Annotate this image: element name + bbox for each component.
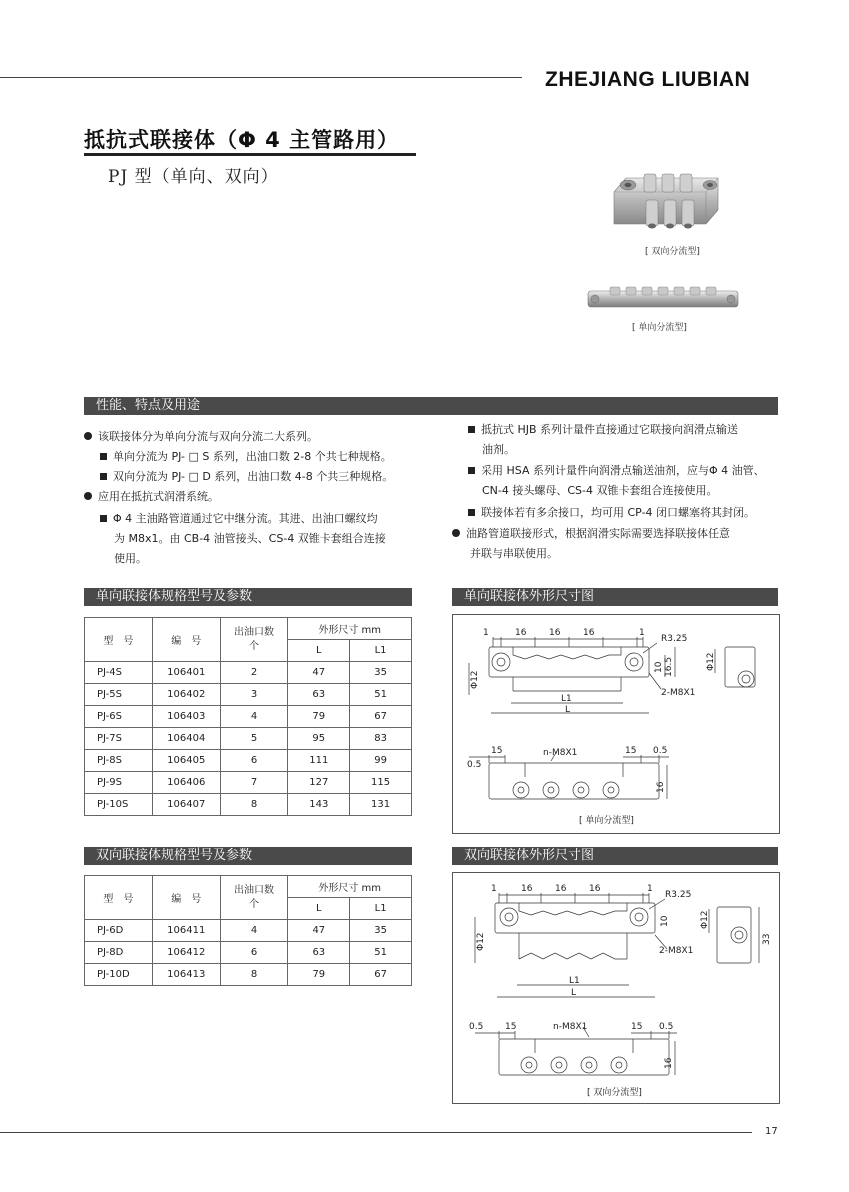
cell-code: 106402 — [152, 684, 220, 706]
cell-L: 47 — [288, 920, 350, 942]
feature-right-5: 联接体若有多余接口，均可用 CP-4 闭口螺塞将其封闭。 — [468, 503, 755, 523]
cell-outlets: 4 — [220, 920, 288, 942]
cell-outlets: 6 — [220, 942, 288, 964]
header-rule — [0, 77, 522, 78]
table-row — [85, 920, 412, 942]
dim-16: 16 — [583, 628, 595, 638]
bullet-dot-icon — [84, 432, 92, 440]
double-drawing-heading: 双向联接体外形尺寸图 — [452, 847, 778, 865]
dim-radius: R3.25 — [661, 634, 688, 644]
cell-model: PJ-4S — [85, 662, 153, 684]
dim-33: 33 — [762, 933, 772, 945]
col-L1-header: L1 — [350, 640, 412, 662]
single-table-heading: 单向联接体规格型号及参数 — [84, 588, 412, 606]
cell-L1: 35 — [350, 920, 412, 942]
col-outlets-header: 出油口数 个 — [220, 876, 288, 920]
dim-phi: Φ12 — [700, 910, 710, 929]
cell-outlets: 5 — [220, 728, 288, 750]
dim-phi: Φ12 — [476, 932, 486, 951]
dim-1: 1 — [647, 884, 653, 894]
unidirectional-photo-caption: [ 单向分流型] — [632, 323, 687, 333]
page-number: 17 — [765, 1126, 778, 1137]
cell-code: 106405 — [152, 750, 220, 772]
cell-L: 47 — [288, 662, 350, 684]
features-heading: 性能、特点及用途 — [84, 397, 778, 415]
bidirectional-block-photo-icon — [606, 170, 726, 242]
dim-nthread: n-M8X1 — [553, 1022, 588, 1032]
feature-right-1: 抵抗式 HJB 系列计量件直接通过它联接向润滑点输送 — [468, 420, 738, 440]
table-row — [85, 794, 412, 816]
table-row — [85, 964, 412, 986]
feature-left-1: 该联接体分为单向分流与双向分流二大系列。 — [84, 427, 318, 447]
bullet-square-icon — [100, 515, 107, 522]
drawing-caption: [ 单向分流型] — [579, 816, 634, 826]
feature-right-3: 采用 HSA 系列计量件向润滑点输送油剂，应与Φ 4 油管、 — [468, 461, 765, 481]
cell-model: PJ-8D — [85, 942, 153, 964]
cell-code: 106407 — [152, 794, 220, 816]
table-row — [85, 942, 412, 964]
bullet-dot-icon — [84, 492, 92, 500]
cell-L: 127 — [288, 772, 350, 794]
cell-L1: 131 — [350, 794, 412, 816]
feature-left-3: 双向分流为 PJ- □ D 系列，出油口数 4-8 个共三种规格。 — [100, 467, 393, 487]
cell-L1: 83 — [350, 728, 412, 750]
table-row — [85, 750, 412, 772]
single-drawing — [453, 615, 779, 833]
dim-radius: R3.25 — [665, 890, 692, 900]
cell-model: PJ-5S — [85, 684, 153, 706]
feature-right-4: CN-4 接头螺母、CS-4 双锥卡套组合连接使用。 — [482, 484, 718, 497]
unidirectional-bar-photo-icon — [586, 283, 740, 313]
cell-model: PJ-9S — [85, 772, 153, 794]
dim-nthread: n-M8X1 — [543, 748, 578, 758]
table-row — [85, 684, 412, 706]
dim-16: 16 — [555, 884, 567, 894]
cell-outlets: 8 — [220, 794, 288, 816]
dim-16: 16 — [515, 628, 527, 638]
cell-L: 63 — [288, 942, 350, 964]
page-title: 抵抗式联接体（Φ 4 主管路用） — [84, 128, 400, 152]
brand-name: ZHEJIANG LIUBIAN — [545, 68, 751, 91]
dim-15: 15 — [491, 746, 503, 756]
feature-right-2: 油剂。 — [482, 443, 515, 456]
single-spec-table — [84, 617, 412, 816]
dim-10: 10 — [654, 661, 664, 673]
cell-code: 106412 — [152, 942, 220, 964]
cell-code: 106401 — [152, 662, 220, 684]
cell-L1: 51 — [350, 684, 412, 706]
bullet-square-icon — [468, 467, 475, 474]
cell-code: 106404 — [152, 728, 220, 750]
col-dim-header: 外形尺寸 mm — [288, 876, 412, 898]
dim-phi: Φ12 — [470, 670, 480, 689]
cell-model: PJ-7S — [85, 728, 153, 750]
dim-0.5: 0.5 — [653, 746, 668, 756]
bullet-square-icon — [100, 473, 107, 480]
cell-model: PJ-10D — [85, 964, 153, 986]
dim-0.5: 0.5 — [659, 1022, 674, 1032]
dim-10: 10 — [660, 915, 670, 927]
col-L-header: L — [288, 640, 350, 662]
col-code-header: 编 号 — [152, 618, 220, 662]
single-drawing-heading: 单向联接体外形尺寸图 — [452, 588, 778, 606]
cell-model: PJ-8S — [85, 750, 153, 772]
dim-L1: L1 — [569, 976, 580, 986]
dim-15: 15 — [631, 1022, 643, 1032]
cell-L: 111 — [288, 750, 350, 772]
page-subtitle: PJ 型（单向、双向） — [108, 167, 279, 187]
cell-outlets: 4 — [220, 706, 288, 728]
table-row — [85, 728, 412, 750]
col-code-header: 编 号 — [152, 876, 220, 920]
cell-L1: 35 — [350, 662, 412, 684]
dim-L: L — [571, 988, 577, 998]
cell-L: 63 — [288, 684, 350, 706]
cell-L: 79 — [288, 706, 350, 728]
feature-left-6: 为 M8x1。由 CB-4 油管接头、CS-4 双锥卡套组合连接 — [114, 532, 386, 545]
bullet-square-icon — [468, 509, 475, 516]
dim-0.5: 0.5 — [469, 1022, 484, 1032]
drawing-caption: [ 双向分流型] — [587, 1088, 642, 1098]
dim-1: 1 — [639, 628, 645, 638]
cell-L1: 115 — [350, 772, 412, 794]
cell-outlets: 2 — [220, 662, 288, 684]
dim-16: 16 — [656, 781, 666, 793]
dim-thread: 2-M8X1 — [659, 946, 694, 956]
dim-16: 16 — [549, 628, 561, 638]
double-spec-table — [84, 875, 412, 986]
feature-right-6: 油路管道联接形式，根据润滑实际需要选择联接体任意 — [452, 524, 730, 544]
feature-left-7: 使用。 — [114, 552, 147, 565]
cell-L1: 67 — [350, 964, 412, 986]
col-L1-header: L1 — [350, 898, 412, 920]
dim-phi: Φ12 — [706, 652, 716, 671]
bullet-square-icon — [100, 453, 107, 460]
table-row — [85, 706, 412, 728]
dim-thread: 2-M8X1 — [661, 688, 696, 698]
bidirectional-photo-caption: [ 双向分流型] — [645, 247, 700, 257]
dim-16: 16 — [589, 884, 601, 894]
bullet-dot-icon — [452, 529, 460, 537]
cell-code: 106406 — [152, 772, 220, 794]
cell-code: 106403 — [152, 706, 220, 728]
table-row — [85, 772, 412, 794]
cell-L: 143 — [288, 794, 350, 816]
cell-L: 79 — [288, 964, 350, 986]
single-drawing-box — [452, 614, 780, 834]
cell-L1: 51 — [350, 942, 412, 964]
cell-L: 95 — [288, 728, 350, 750]
cell-code: 106413 — [152, 964, 220, 986]
dim-L: L — [565, 705, 571, 715]
cell-model: PJ-6S — [85, 706, 153, 728]
dim-16.5: 16.5 — [664, 656, 674, 677]
col-outlets-header: 出油口数 个 — [220, 618, 288, 662]
dim-1: 1 — [483, 628, 489, 638]
dim-16: 16 — [664, 1057, 674, 1069]
dim-15: 15 — [625, 746, 637, 756]
bullet-square-icon — [468, 426, 475, 433]
double-drawing — [453, 873, 779, 1103]
double-table-heading: 双向联接体规格型号及参数 — [84, 847, 412, 865]
feature-left-4: 应用在抵抗式润滑系统。 — [84, 487, 219, 507]
footer-rule — [0, 1132, 752, 1133]
cell-outlets: 3 — [220, 684, 288, 706]
dim-1: 1 — [491, 884, 497, 894]
col-model-header: 型 号 — [85, 618, 153, 662]
col-dim-header: 外形尺寸 mm — [288, 618, 412, 640]
feature-left-5: Φ 4 主油路管道通过它中继分流。其进、出油口螺纹均 — [100, 509, 378, 529]
col-model-header: 型 号 — [85, 876, 153, 920]
dim-15: 15 — [505, 1022, 517, 1032]
dim-0.5: 0.5 — [467, 760, 482, 770]
cell-outlets: 7 — [220, 772, 288, 794]
dim-L1: L1 — [561, 694, 572, 704]
cell-L1: 99 — [350, 750, 412, 772]
feature-left-2: 单向分流为 PJ- □ S 系列，出油口数 2-8 个共七种规格。 — [100, 447, 392, 467]
cell-model: PJ-6D — [85, 920, 153, 942]
dim-16: 16 — [521, 884, 533, 894]
cell-outlets: 8 — [220, 964, 288, 986]
cell-outlets: 6 — [220, 750, 288, 772]
double-drawing-box — [452, 872, 780, 1104]
cell-L1: 67 — [350, 706, 412, 728]
cell-model: PJ-10S — [85, 794, 153, 816]
feature-right-7: 并联与串联使用。 — [470, 547, 558, 560]
table-row — [85, 662, 412, 684]
title-underline — [84, 153, 416, 156]
col-L-header: L — [288, 898, 350, 920]
cell-code: 106411 — [152, 920, 220, 942]
